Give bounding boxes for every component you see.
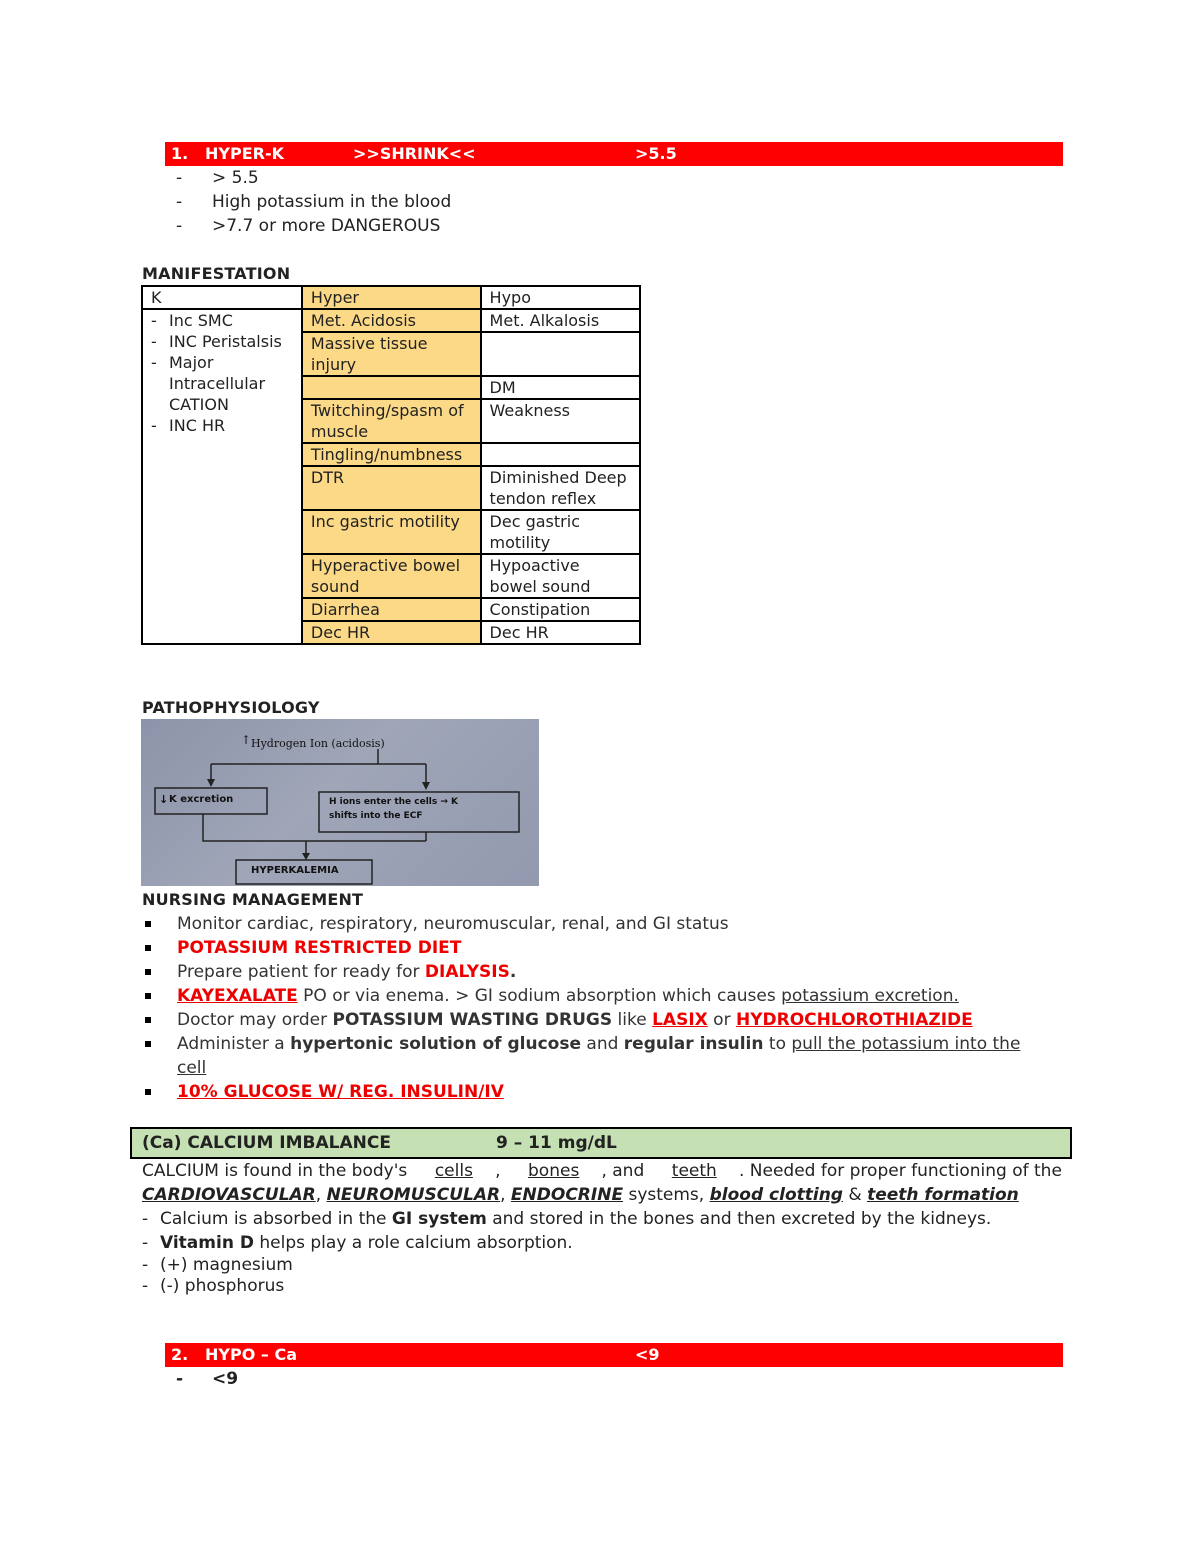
hypo-cell: Dec gastric motility (481, 510, 640, 554)
patho-top-label: Hydrogen Ion (acidosis) (251, 737, 385, 750)
table-row (142, 286, 640, 309)
hyperk-mnemonic: >>SHRINK<< (353, 144, 476, 163)
manifestation-heading: MANIFESTATION (142, 264, 291, 283)
col-k-header: K (142, 286, 302, 309)
hyperk-title: HYPER-K (205, 144, 284, 163)
list-item: 10% GLUCOSE W/ REG. INSULIN/IV (142, 1080, 1052, 1104)
list-item: - <9 (142, 1367, 842, 1391)
patho-right-label-2: shifts into the ECF (329, 811, 423, 821)
hypoca-header-bar (165, 1343, 1063, 1367)
calcium-title: (Ca) CALCIUM IMBALANCE (142, 1133, 391, 1153)
hyperk-header-bar (165, 142, 1063, 166)
hyperk-points (142, 166, 842, 238)
list-item: - INC Peristalsis (151, 331, 293, 352)
col-hypo-header: Hypo (481, 286, 640, 309)
table-row (142, 309, 640, 332)
hypo-cell (481, 443, 640, 466)
list-item: Administer a hypertonic solution of glucose and regular insulin to pull the potassium into the cell (142, 1032, 1052, 1080)
list-item: - INC HR (151, 415, 293, 436)
nursing-heading: NURSING MANAGEMENT (142, 890, 364, 909)
hyper-cell: Met. Acidosis (302, 309, 481, 332)
list-item: - > 5.5 (142, 166, 842, 190)
calcium-header-bar (130, 1127, 1072, 1159)
hyper-cell (302, 376, 481, 399)
col-hyper-header: Hyper (302, 286, 481, 309)
list-item: - Major Intracellular CATION (151, 352, 293, 415)
patho-heading: PATHOPHYSIOLOGY (142, 698, 320, 717)
list-item: - (-) phosphorus (142, 1276, 1062, 1297)
hypo-cell (481, 332, 640, 376)
hyper-cell: DTR (302, 466, 481, 510)
hypoca-title: HYPO – Ca (205, 1345, 297, 1364)
hypoca-points (142, 1367, 842, 1391)
list-item: Monitor cardiac, respiratory, neuromuscular, renal, and GI status (142, 912, 1052, 936)
list-item: - Inc SMC (151, 310, 293, 331)
arrow-up-icon: ↑ (241, 733, 252, 747)
calcium-body (142, 1159, 1062, 1297)
hyper-cell: Diarrhea (302, 598, 481, 621)
hypo-cell: Weakness (481, 399, 640, 443)
calcium-paragraph-line-1: CALCIUM is found in the body's cells , bones , and teeth . Needed for proper functioning of the (142, 1161, 1062, 1181)
patho-left-label: K excretion (169, 794, 234, 805)
hyper-cell: Inc gastric motility (302, 510, 481, 554)
hyper-cell: Tingling/numbness (302, 443, 481, 466)
list-item: POTASSIUM RESTRICTED DIET (142, 936, 1052, 960)
k-list (151, 310, 293, 436)
hypo-cell: Dec HR (481, 621, 640, 644)
hyperk-number: 1. (171, 144, 189, 163)
hypo-cell: DM (481, 376, 640, 399)
manifestation-table (141, 285, 641, 645)
patho-diagram-photo (141, 719, 539, 886)
calcium-paragraph-line-2: CARDIOVASCULAR, NEUROMUSCULAR, ENDOCRINE systems, blood clotting & teeth formation (142, 1185, 1019, 1205)
nursing-list (142, 912, 1052, 1104)
list-item: - (+) magnesium (142, 1255, 1062, 1276)
list-item: Prepare patient for ready for DIALYSIS. (142, 960, 1052, 984)
k-cell (142, 309, 302, 644)
list-item: - Vitamin D helps play a role calcium absorption. (142, 1231, 1062, 1255)
hypo-cell: Met. Alkalosis (481, 309, 640, 332)
hyper-cell: Dec HR (302, 621, 481, 644)
list-item: - High potassium in the blood (142, 190, 842, 214)
calcium-range: 9 – 11 mg/dL (496, 1133, 617, 1153)
list-item: Doctor may order POTASSIUM WASTING DRUGS like LASIX or HYDROCHLOROTHIAZIDE (142, 1008, 1052, 1032)
arrow-down-icon: ↓ (159, 793, 169, 806)
list-item: - >7.7 or more DANGEROUS (142, 214, 842, 238)
hypo-cell: Diminished Deep tendon reflex (481, 466, 640, 510)
hyperk-range: >5.5 (635, 144, 677, 163)
patho-right-label-1: H ions enter the cells → K (329, 797, 459, 807)
hypoca-range: <9 (635, 1345, 660, 1364)
hypoca-number: 2. (171, 1345, 189, 1364)
hypo-cell: Hypoactive bowel sound (481, 554, 640, 598)
list-item: - Calcium is absorbed in the GI system and stored in the bones and then excreted by the kidneys. (142, 1207, 1010, 1231)
list-item: KAYEXALATE PO or via enema. > GI sodium absorption which causes potassium excretion. (142, 984, 1052, 1008)
hyper-cell: Hyperactive bowel sound (302, 554, 481, 598)
hypo-cell: Constipation (481, 598, 640, 621)
hyper-cell: Massive tissue injury (302, 332, 481, 376)
patho-bottom-label: HYPERKALEMIA (251, 865, 339, 876)
hyper-cell: Twitching/spasm of muscle (302, 399, 481, 443)
